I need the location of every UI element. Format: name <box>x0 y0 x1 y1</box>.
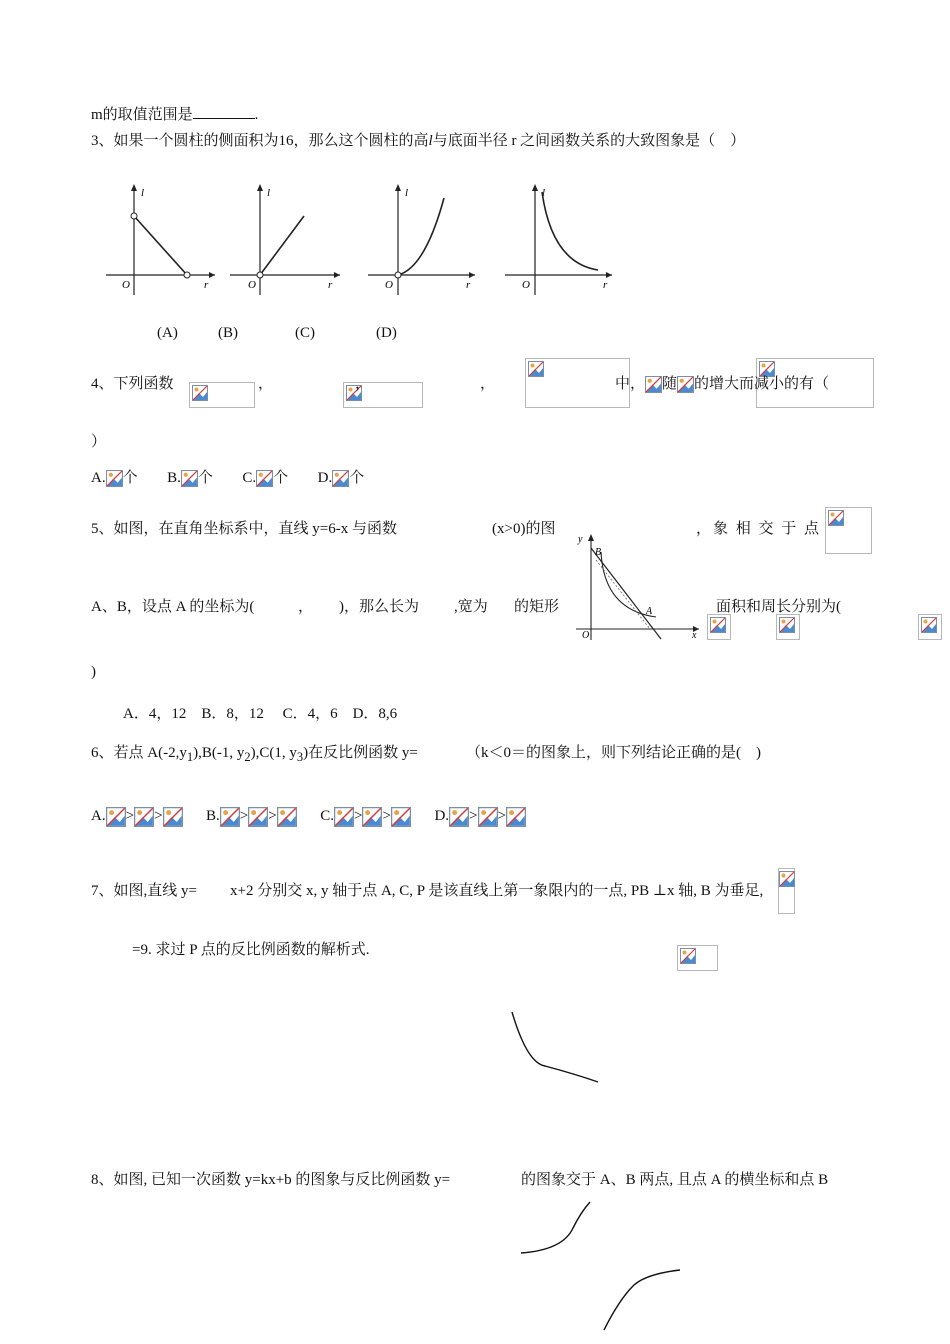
option-value-image <box>106 470 123 487</box>
option-a[interactable]: A. > > <box>91 808 183 824</box>
q5-origin: O <box>582 630 590 641</box>
graph-d-y-label: l <box>542 187 546 199</box>
y-image <box>362 806 382 828</box>
q3-graphs-figure <box>100 178 620 303</box>
q7-curve-figure <box>505 1008 605 1088</box>
broken-image-icon <box>680 948 696 964</box>
x-variable-image <box>677 376 694 393</box>
option-b[interactable]: B. 个 <box>167 470 213 486</box>
graph-d <box>505 184 612 295</box>
graph-a-y-label: l <box>141 187 145 199</box>
q5-y-label: y <box>578 534 583 545</box>
y-image <box>248 806 268 828</box>
option-c[interactable]: C. > > <box>320 808 411 824</box>
y-image <box>391 806 411 828</box>
graph-c-origin: O <box>385 279 393 291</box>
y-image <box>163 806 183 828</box>
y-image <box>506 806 526 828</box>
q4-options <box>91 466 364 487</box>
y-image <box>334 806 354 828</box>
graph-c-caption: (C) <box>295 325 315 341</box>
q3-stem: 3、如果一个圆柱的侧面积为16，那么这个圆柱的高l与底面半径 r 之间函数关系的大致图象是（ ） <box>91 133 746 149</box>
graph-a-caption: (A) <box>157 325 178 341</box>
broken-image-icon <box>710 617 726 633</box>
option-value-image <box>256 470 273 487</box>
triangle-area-image <box>677 945 718 971</box>
q5-figure <box>574 530 704 645</box>
coord-b-image <box>776 614 800 640</box>
coord-a-image <box>707 614 731 640</box>
q4-condition: 中， 随 的增大而减小的有（ <box>615 376 830 392</box>
q5-options[interactable]: A．4，12 B．8，12 C．4，6 D．8,6 <box>123 706 398 722</box>
graph-a <box>106 184 215 295</box>
function-image-1 <box>189 382 255 408</box>
q6-options <box>91 806 526 828</box>
y-image <box>134 806 154 828</box>
function-image-k-over-x <box>825 507 872 554</box>
y-image <box>220 806 240 828</box>
q5-point-b: B <box>595 547 602 558</box>
graph-c-y-label: l <box>405 187 409 199</box>
broken-image-icon <box>528 361 544 377</box>
graph-b-caption: (B) <box>218 325 238 341</box>
option-a[interactable]: A. 个 <box>91 470 138 486</box>
function-image-3 <box>525 358 630 408</box>
option-c[interactable]: C. 个 <box>242 470 289 486</box>
q5-line1-a: 5、如图，在直角坐标系中，直线 y=6-x 与函数 <box>91 521 397 537</box>
graph-d-origin: O <box>522 279 530 291</box>
option-value-image <box>181 470 198 487</box>
broken-image-icon <box>828 510 844 526</box>
y-image <box>449 806 469 828</box>
graph-b-origin: O <box>248 279 256 291</box>
option-value-image <box>332 470 349 487</box>
length-image <box>918 614 942 640</box>
option-d[interactable]: D. > > <box>434 808 526 824</box>
broken-image-icon <box>192 385 208 401</box>
q8-curves-figure <box>515 1198 695 1338</box>
option-b[interactable]: B. > > <box>206 808 297 824</box>
q6-stem: 6、若点 $A(-2,y_1),B(-1$, $y_2),C(1$, $y_3$)在反比例函数 y= <box>91 745 418 764</box>
y-image <box>106 806 126 828</box>
graph-b-x-label: r <box>328 279 333 291</box>
graph-c-x-label: r <box>466 279 471 291</box>
q5-point-a: A <box>646 606 653 617</box>
answer-blank <box>193 106 255 119</box>
option-d[interactable]: D. 个 <box>317 470 365 486</box>
graph-d-caption: (D) <box>376 325 397 341</box>
q2-prefix: m的取值范围是 <box>91 107 193 123</box>
y-variable-image <box>645 376 662 393</box>
graph-a-x-label: r <box>204 279 209 291</box>
graph-b <box>230 184 340 295</box>
graph-d-x-label: r <box>603 279 608 291</box>
graph-a-origin: O <box>122 279 130 291</box>
graph-b-y-label: l <box>267 187 271 199</box>
q5-x-label: x <box>692 630 697 641</box>
y-image <box>277 806 297 828</box>
y-image <box>478 806 498 828</box>
q4-stem: 4、下列函数 <box>91 376 174 392</box>
slope-fraction-image <box>778 868 795 914</box>
broken-image-icon <box>779 871 795 887</box>
broken-image-icon <box>779 617 795 633</box>
graph-c <box>368 184 475 295</box>
q2-tail-line: m的取值范围是 . <box>91 107 259 123</box>
broken-image-icon <box>921 617 937 633</box>
